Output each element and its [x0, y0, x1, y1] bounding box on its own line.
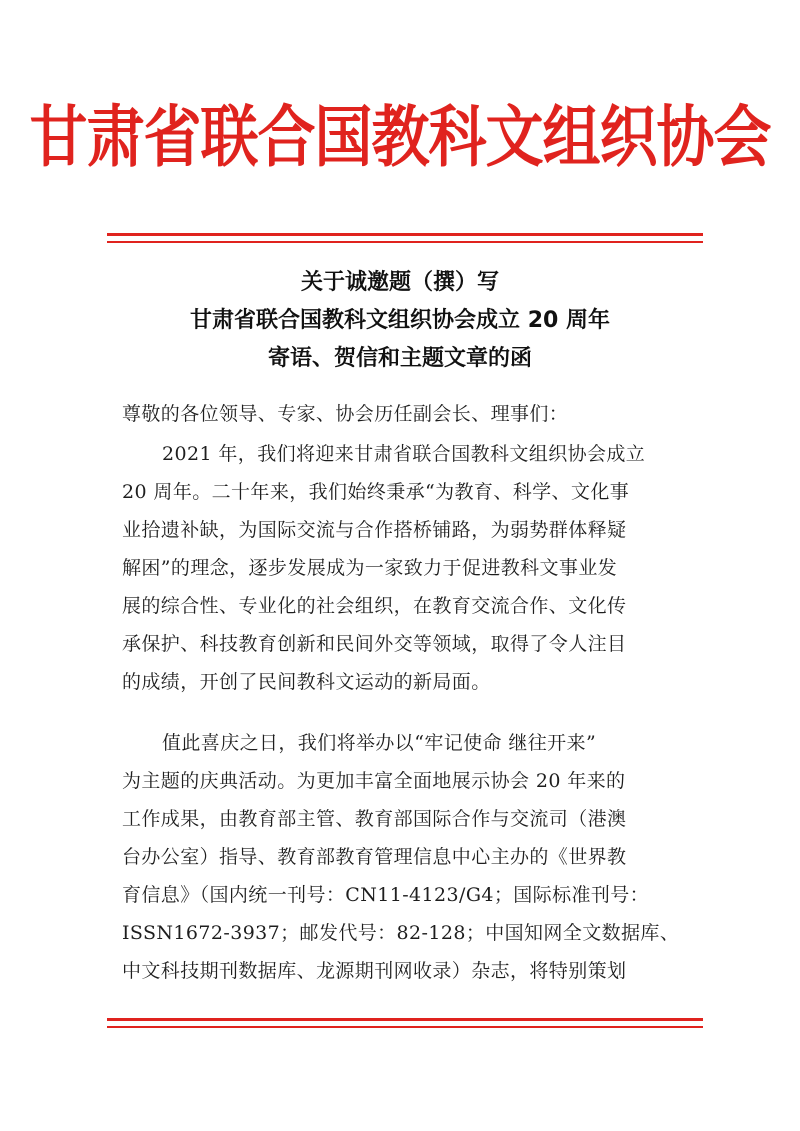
paragraph2-line: 值此喜庆之日，我们将举办以“牢记使命 继往开来”: [162, 732, 597, 754]
letterhead-organization-name: 甘肃省联合国教科文组织协会: [29, 97, 771, 177]
paragraph1-line: 解困”的理念，逐步发展成为一家致力于促进教科文事业发: [122, 557, 618, 579]
letterhead-rule-top-thin: [107, 241, 703, 243]
paragraph2-line: 育信息》（国内统一刊号：CN11-4123/G4；国际标准刊号：: [122, 884, 650, 906]
paragraph2-line: 台办公室）指导、教育部教育管理信息中心主办的《世界教: [122, 846, 627, 868]
letter-title-line-2: 甘肃省联合国教科文组织协会成立 20 周年: [190, 308, 610, 333]
paragraph2-line: 中文科技期刊数据库、龙源期刊网收录）杂志，将特别策划: [122, 960, 627, 982]
paragraph1-line: 20 周年。二十年来，我们始终秉承“为教育、科学、文化事: [122, 481, 630, 503]
letterhead-rule-top-thick: [107, 233, 703, 236]
paragraph1-line: 承保护、科技教育创新和民间外交等领域，取得了令人注目: [122, 633, 627, 655]
salutation: 尊敬的各位领导、专家、协会历任副会长、理事们：: [122, 403, 569, 425]
paragraph2-line: 为主题的庆典活动。为更加丰富全面地展示协会 20 年来的: [122, 770, 626, 792]
paragraph1-line: 业拾遗补缺，为国际交流与合作搭桥铺路，为弱势群体释疑: [122, 519, 627, 541]
paragraph1-line: 2021 年，我们将迎来甘肃省联合国教科文组织协会成立: [162, 443, 646, 465]
paragraph2-line: ISSN1672-3937；邮发代号：82-128；中国知网全文数据库、: [122, 922, 680, 944]
footer-rule-thin: [107, 1026, 703, 1028]
letter-title-line-3: 寄语、贺信和主题文章的函: [267, 346, 532, 371]
paragraph1-line: 展的综合性、专业化的社会组织，在教育交流合作、文化传: [122, 595, 627, 617]
paragraph1-line: 的成绩，开创了民间教科文运动的新局面。: [122, 671, 491, 693]
letter-title-line-1: 关于诚邀题（撰）写: [300, 270, 499, 295]
footer-rule-thick: [107, 1018, 703, 1021]
paragraph2-line: 工作成果，由教育部主管、教育部国际合作与交流司（港澳: [122, 808, 627, 830]
